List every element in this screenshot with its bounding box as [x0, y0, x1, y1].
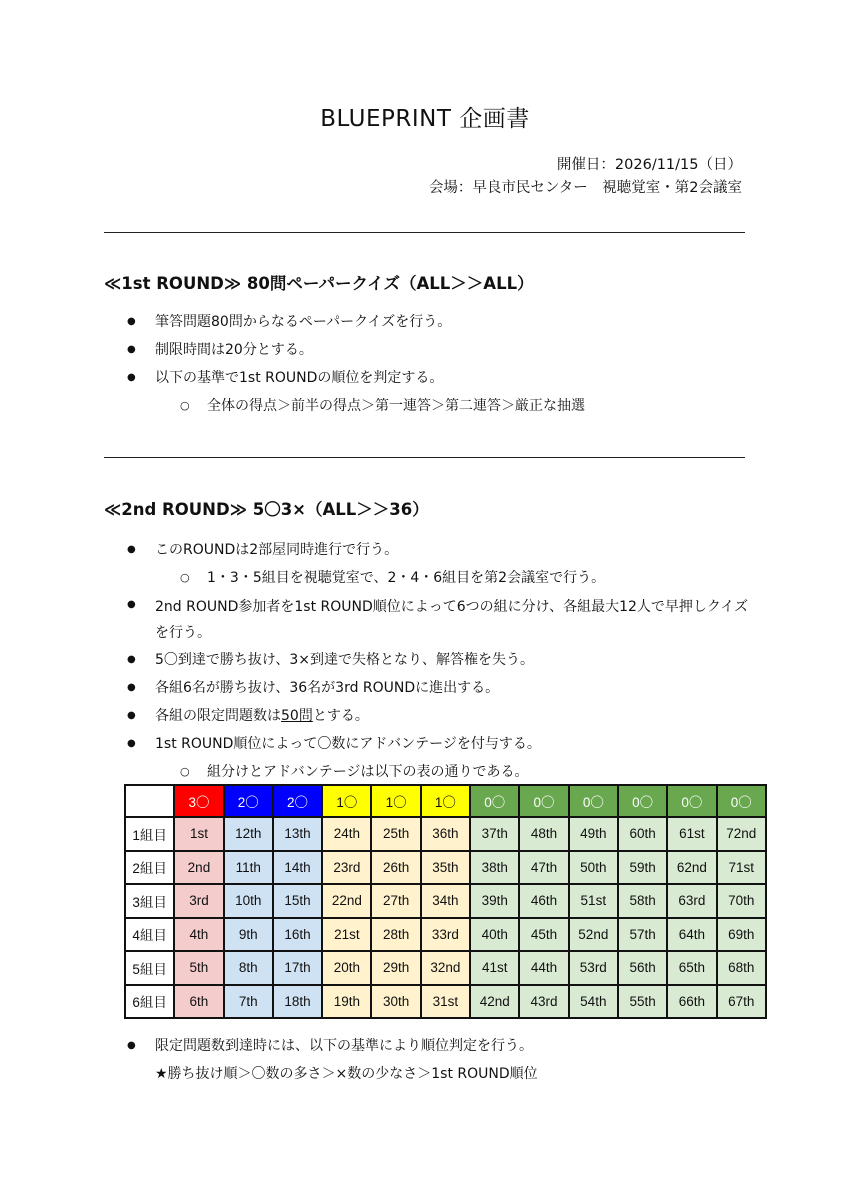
table-cell: 46th [519, 884, 568, 918]
table-cell: 51st [569, 884, 618, 918]
table-row [125, 951, 766, 985]
table-cell: 4th [174, 918, 223, 952]
table-cell: 57th [618, 918, 667, 952]
table-cell: 42nd [470, 985, 519, 1019]
table-cell: 47th [519, 851, 568, 885]
table-cell: 7th [224, 985, 273, 1019]
table-cell: 58th [618, 884, 667, 918]
table-row [125, 884, 766, 918]
table-header-cell: 2〇 [224, 785, 273, 817]
table-cell: 44th [519, 951, 568, 985]
table-cell: 68th [717, 951, 766, 985]
row-label: 4組目 [125, 918, 174, 952]
table-cell: 32nd [421, 951, 470, 985]
table-cell: 59th [618, 851, 667, 885]
round2-bullet-5 [0, 702, 850, 730]
table-cell: 21st [322, 918, 371, 952]
table-cell: 63rd [667, 884, 716, 918]
table-cell: 61st [667, 817, 716, 851]
table-row [125, 817, 766, 851]
table-cell: 56th [618, 951, 667, 985]
row-label: 5組目 [125, 951, 174, 985]
round2-bullet-1-sub: ○ 1・3・5組目を視聴覚室で、2・4・6組目を第2会議室で行う。 [0, 564, 850, 592]
table-header-cell: 0〇 [470, 785, 519, 817]
table-row [125, 918, 766, 952]
table-header-cell: 0〇 [717, 785, 766, 817]
table-cell: 11th [224, 851, 273, 885]
table-cell: 10th [224, 884, 273, 918]
table-cell: 69th [717, 918, 766, 952]
table-cell: 19th [322, 985, 371, 1019]
round2-bullet-1: ● このROUNDは2部屋同時進行で行う。 [0, 536, 850, 564]
table-header-cell: 0〇 [519, 785, 568, 817]
table-cell: 1st [174, 817, 223, 851]
round2-bullet-2: ● 2nd ROUND参加者を1st ROUND順位によって6つの組に分け、各組最大12人で早押しクイズを行う。 [0, 592, 850, 646]
event-date: 開催日：2026/11/15（日） [556, 157, 742, 173]
table-cell: 28th [371, 918, 420, 952]
row-label: 3組目 [125, 884, 174, 918]
round2-bullet-7: ● 限定問題数到達時には、以下の基準により順位判定を行う。 [0, 1032, 538, 1060]
table-cell: 3rd [174, 884, 223, 918]
table-cell: 64th [667, 918, 716, 952]
table-cell: 23rd [322, 851, 371, 885]
table-cell: 45th [519, 918, 568, 952]
table-header-cell: 3〇 [174, 785, 223, 817]
table-cell: 36th [421, 817, 470, 851]
round1-bullet-3: ● 以下の基準で1st ROUNDの順位を判定する。 [0, 364, 585, 392]
table-cell: 66th [667, 985, 716, 1019]
table-cell: 29th [371, 951, 420, 985]
table-cell: 31st [421, 985, 470, 1019]
table-header-cell: 1〇 [322, 785, 371, 817]
round1-bullet-1: ● 筆答問題80問からなるペーパークイズを行う。 [0, 308, 585, 336]
round2-bullet-3: ● 5〇到達で勝ち抜け、3×到達で失格となり、解答権を失う。 [0, 646, 850, 674]
limit-count: 50問 [281, 708, 313, 724]
event-meta [429, 154, 742, 200]
table-header-cell: 0〇 [569, 785, 618, 817]
table-row [125, 851, 766, 885]
table-cell: 72nd [717, 817, 766, 851]
table-cell: 22nd [322, 884, 371, 918]
table-cell: 60th [618, 817, 667, 851]
round1-heading: ≪1st ROUND≫ 80問ペーパークイズ（ALL＞＞ALL） [104, 274, 534, 293]
table-header-cell: 0〇 [618, 785, 667, 817]
divider-top [104, 232, 745, 233]
document-title: BLUEPRINT 企画書 [320, 106, 530, 132]
table-cell: 39th [470, 884, 519, 918]
row-label: 2組目 [125, 851, 174, 885]
table-cell: 70th [717, 884, 766, 918]
table-cell: 53rd [569, 951, 618, 985]
table-cell: 54th [569, 985, 618, 1019]
round2-tail-list [0, 1032, 538, 1088]
table-cell: 30th [371, 985, 420, 1019]
round1-bullet-2: ● 制限時間は20分とする。 [0, 336, 585, 364]
table-cell: 33rd [421, 918, 470, 952]
table-cell: 5th [174, 951, 223, 985]
row-label: 1組目 [125, 817, 174, 851]
group-advantage-table [124, 784, 767, 1019]
round2-bullet-4: ● 各組6名が勝ち抜け、36名が3rd ROUNDに進出する。 [0, 674, 850, 702]
table-cell: 15th [273, 884, 322, 918]
table-header-cell: 1〇 [371, 785, 420, 817]
table-header-cell: 0〇 [667, 785, 716, 817]
table-cell: 43rd [519, 985, 568, 1019]
table-cell: 18th [273, 985, 322, 1019]
table-header-row [125, 785, 766, 817]
table-cell: 6th [174, 985, 223, 1019]
round1-list [0, 308, 585, 420]
table-cell: 9th [224, 918, 273, 952]
event-venue: 会場：早良市民センター 視聴覚室・第2会議室 [428, 180, 742, 196]
table-cell: 55th [618, 985, 667, 1019]
table-cell: 34th [421, 884, 470, 918]
table-row [125, 985, 766, 1019]
table-cell: 8th [224, 951, 273, 985]
table-cell: 67th [717, 985, 766, 1019]
table-cell: 2nd [174, 851, 223, 885]
table-cell: 12th [224, 817, 273, 851]
divider-middle [104, 457, 745, 458]
table-cell: 65th [667, 951, 716, 985]
row-label: 6組目 [125, 985, 174, 1019]
table-cell: 14th [273, 851, 322, 885]
ranking-criteria: ★勝ち抜け順＞〇数の多さ＞×数の少なさ＞1st ROUND順位 [155, 1066, 538, 1082]
round2-bullet-6-sub: ○ 組分けとアドバンテージは以下の表の通りである。 [0, 758, 850, 786]
table-cell: 17th [273, 951, 322, 985]
table-cell: 26th [371, 851, 420, 885]
table-header-cell: 1〇 [421, 785, 470, 817]
round2-list [0, 536, 850, 786]
table-cell: 40th [470, 918, 519, 952]
table-cell: 25th [371, 817, 420, 851]
table-cell: 52nd [569, 918, 618, 952]
table-cell: 71st [717, 851, 766, 885]
table-header-cell: 2〇 [273, 785, 322, 817]
table-cell: 38th [470, 851, 519, 885]
table-cell: 48th [519, 817, 568, 851]
table-cell: 49th [569, 817, 618, 851]
limit-text-pre: 各組の限定問題数は [155, 708, 281, 724]
table-cell: 24th [322, 817, 371, 851]
round2-heading: ≪2nd ROUND≫ 5〇3×（ALL＞＞36） [104, 500, 429, 519]
table-corner-cell [125, 785, 174, 817]
table-cell: 41st [470, 951, 519, 985]
table-cell: 37th [470, 817, 519, 851]
table-cell: 20th [322, 951, 371, 985]
round1-sub-bullet: ○ 全体の得点＞前半の得点＞第一連答＞第二連答＞厳正な抽選 [0, 392, 585, 420]
round2-bullet-6: ● 1st ROUND順位によって〇数にアドバンテージを付与する。 [0, 730, 850, 758]
limit-text-post: とする。 [312, 708, 369, 724]
table-cell: 50th [569, 851, 618, 885]
table-cell: 16th [273, 918, 322, 952]
table-cell: 27th [371, 884, 420, 918]
table-cell: 62nd [667, 851, 716, 885]
table-cell: 35th [421, 851, 470, 885]
table-cell: 13th [273, 817, 322, 851]
